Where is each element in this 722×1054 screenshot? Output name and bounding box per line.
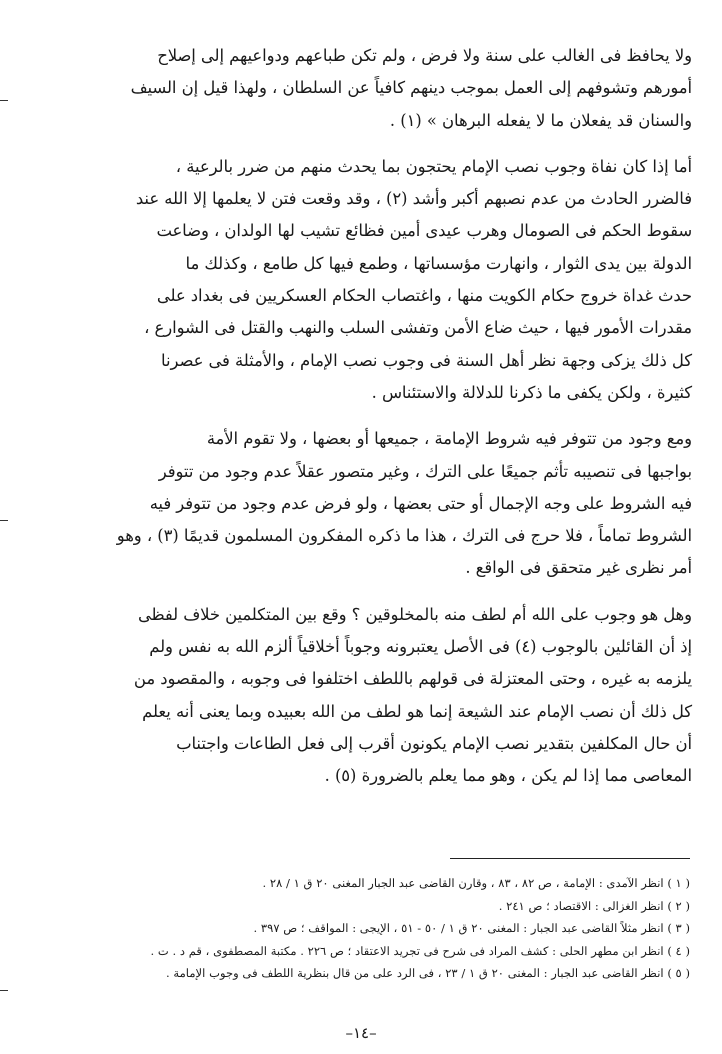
text-line: كثيرة ، ولكن يكفى ما ذكرنا للدلالة والاستئناس . bbox=[371, 382, 692, 402]
text-line: كل ذلك يزكى وجهة نظر أهل السنة فى وجوب نصب الإمام ، والأمثلة فى عصرنا bbox=[161, 350, 692, 370]
text-line: والسنان قد يفعلان ما لا يفعله البرهان » (١) . bbox=[389, 110, 692, 130]
text-line: فالضرر الحادث من عدم نصبهم أكبر وأشد (٢) ، وقد وقعت فتن لا يعلمها إلا الله عند bbox=[135, 189, 692, 209]
footnote-divider bbox=[450, 858, 690, 859]
text-line: أما إذا كان نفاة وجوب نصب الإمام يحتجون بما يحدث منهم من ضرر بالرعية ، bbox=[175, 156, 692, 176]
text-line: ولا يحافظ فى الغالب على سنة ولا فرض ، ولم تكن طباعهم ودواعيهم إلى إصلاح bbox=[157, 46, 692, 65]
text-line: حدث غداة خروج حكام الكويت منها ، واغتصاب الحكام العسكريين فى بغداد على bbox=[156, 286, 692, 306]
main-text bbox=[62, 40, 692, 807]
paragraph-3 bbox=[62, 423, 692, 584]
text-line: إذ أن القائلين بالوجوب (٤) فى الأصل يعتبرونه وجوباً أخلاقياً ألزم الله به نفس ولم bbox=[149, 637, 692, 657]
text-line: مقدرات الأمور فيها ، حيث ضاع الأمن وتفشى السلب والنهب والقتل فى الشوارع ، bbox=[144, 318, 692, 338]
margin-mark bbox=[0, 990, 8, 991]
text-line: أمر نظرى غير متحقق فى الواقع . bbox=[465, 558, 692, 578]
text-line: كل ذلك أن نصب الإمام عند الشيعة إنما هو لطف من الله بعبيده وبما يعنى أنه يعلم bbox=[142, 701, 692, 721]
footnote-2: ( ٢ ) انظر الغزالى : الاقتصاد ؛ ص ٢٤١ . bbox=[498, 898, 690, 913]
margin-mark bbox=[0, 520, 8, 521]
text-line: المعاصى مما إذا لم يكن ، وهو مما يعلم بالضرورة (٥) . bbox=[324, 766, 692, 786]
text-line: أن حال المكلفين بتقدير نصب الإمام يكونون أقرب إلى فعل الطاعات واجتناب bbox=[176, 733, 692, 753]
text-line: بواجبها فى تنصيبه تأثم جميعًا على الترك ، وغير متصور عقلاً عدم وجود من تتوفر bbox=[158, 461, 692, 481]
text-line: أمورهم وتشوفهم إلى العمل بموجب دينهم كافياً عن السلطان ، ولهذا قيل إن السيف bbox=[130, 78, 692, 98]
paragraph-4 bbox=[62, 599, 692, 793]
footnote-3: ( ٣ ) انظر مثلاً القاضى عبد الجبار : المغنى ٢٠ ق ١ / ٥٠ - ٥١ ، الإيجى : المواقف ؛ ص ٣٩٧ . bbox=[253, 921, 690, 936]
paragraph-1 bbox=[62, 40, 692, 137]
footnote-1: ( ١ ) انظر الآمدى : الإمامة ، ص ٨٢ ، ٨٣ ، وقارن القاضى عبد الجبار المغنى ٢٠ ق ١ / ٢٨ . bbox=[262, 876, 690, 890]
text-line: يلزمه به غيره ، وحتى المعتزلة فى قولهم باللطف اختلفوا فى وجوبه ، والمقصود من bbox=[133, 669, 692, 689]
footnote-4: ( ٤ ) انظر ابن مطهر الحلى : كشف المراد فى شرح فى تجريد الاعتقاد ؛ ص ٢٢٦ . مكتبة المصطفوى ، قم د . ت . bbox=[150, 943, 690, 958]
page-number: –١٤– bbox=[345, 1024, 377, 1042]
text-line: الدولة بين يدى الثوار ، وانهارت مؤسساتها ، وطمع فيها كل طامع ، وكذلك ما bbox=[185, 253, 692, 273]
footnote-5: ( ٥ ) انظر القاضى عبد الجبار : المغنى ٢٠ ق ١ / ٢٣ ، فى الرد على من قال بنظرية اللطف فى وجوب الإمامة . bbox=[166, 966, 690, 981]
text-line: ومع وجود من تتوفر فيه شروط الإمامة ، جميعها أو بعضها ، ولا تقوم الأمة bbox=[206, 429, 692, 449]
text-line: الشروط تماماً ، فلا حرج فى الترك ، هذا ما ذكره المفكرون المسلمون قديمًا (٣) ، وهو bbox=[116, 526, 692, 546]
margin-mark bbox=[0, 100, 8, 101]
footnotes bbox=[60, 872, 690, 985]
text-line: سقوط الحكم فى الصومال وهرب عيدى أمين فظائع تشيب لها الولدان ، وضاعت bbox=[156, 221, 692, 241]
paragraph-2 bbox=[62, 151, 692, 409]
text-line: فيه الشروط على وجه الإجمال أو حتى بعضها ، ولو فرض عدم وجود من تتوفر فيه bbox=[149, 493, 692, 513]
text-line: وهل هو وجوب على الله أم لطف منه بالمخلوقين ؟ وقع بين المتكلمين خلاف لفظى bbox=[137, 604, 692, 624]
